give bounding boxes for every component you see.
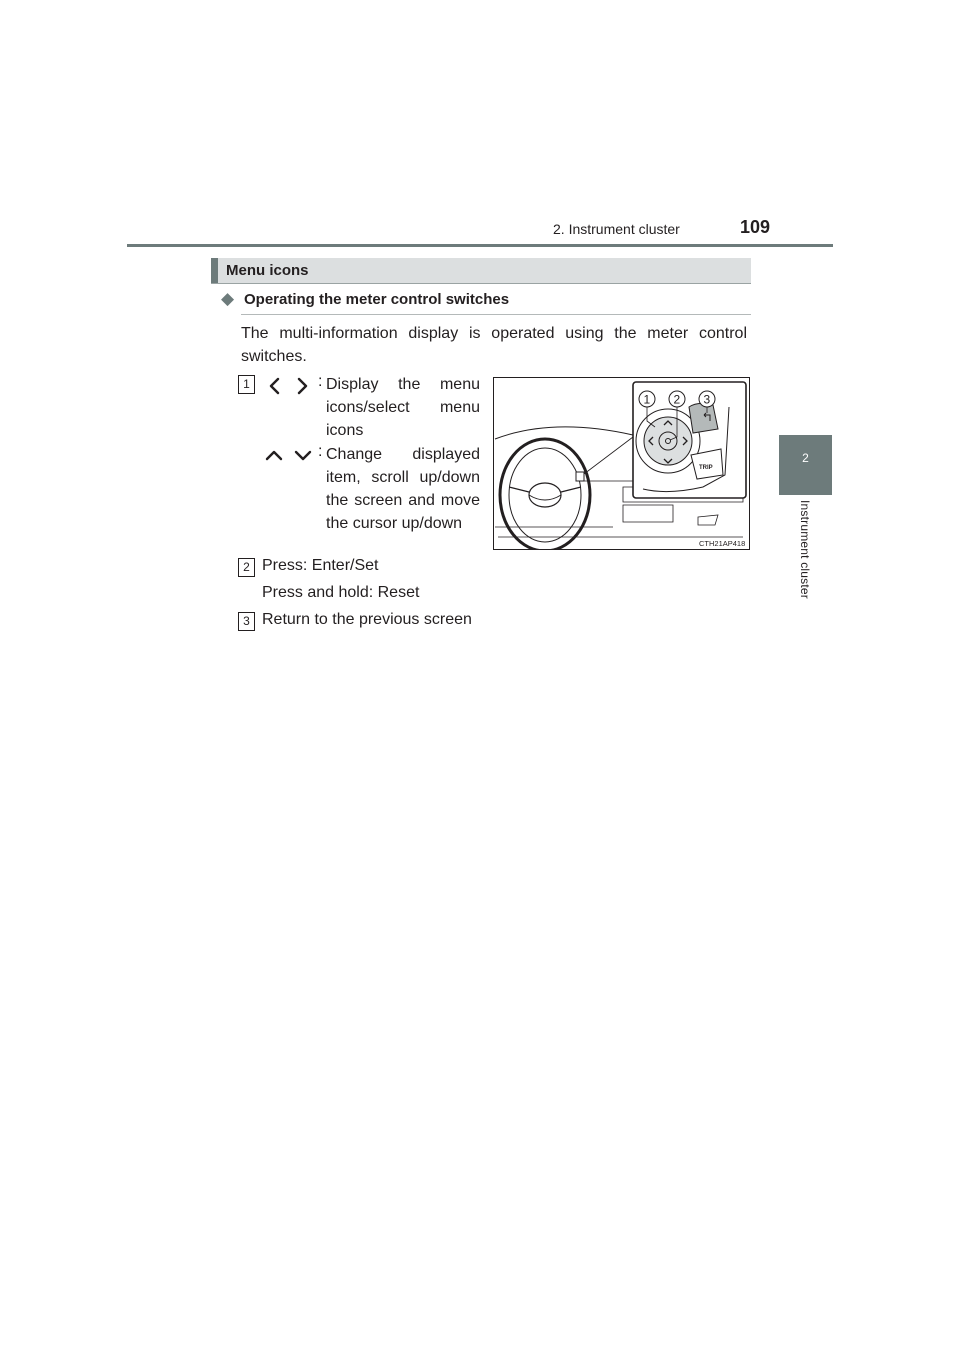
chapter-tab [779, 435, 832, 495]
subsection-title: Operating the meter control switches [244, 291, 510, 308]
trip-button-label: TRIP [699, 465, 713, 471]
item-number-3: 3 [238, 612, 255, 631]
chapter-tab-number: 2 [802, 451, 809, 465]
item-1b-description: Change displayed item, scroll up/down the screen and move the cursor up/down [326, 446, 480, 532]
chevron-up-icon [267, 452, 281, 459]
chevron-up-down-icon [264, 447, 314, 463]
item-2-line-2: Press and hold: Reset [262, 584, 420, 601]
figure-code: CTH21AP418 [699, 539, 746, 548]
chevron-left-icon [271, 379, 278, 393]
section-bar-accent [211, 258, 218, 284]
callout-3: 3 [703, 392, 711, 407]
section-bar-rule [211, 283, 751, 284]
chapter-tab-label: Instrument cluster [798, 500, 812, 599]
item-number-2: 2 [238, 558, 255, 577]
running-header-section: 2. Instrument cluster [553, 221, 680, 237]
callout-2: 2 [673, 392, 681, 407]
diamond-bullet-icon: ◆ [221, 289, 235, 308]
header-rule [127, 244, 833, 247]
intro-paragraph: The multi-information display is operated using the meter control switches. [241, 325, 747, 365]
item-colon: : [318, 373, 323, 390]
section-title: Menu icons [226, 262, 309, 279]
subsection-rule [241, 314, 751, 315]
chevron-left-right-icon [266, 376, 310, 396]
page-number: 109 [740, 217, 771, 237]
chevron-down-icon [296, 452, 310, 459]
chevron-right-icon [299, 379, 306, 393]
item-2-line-1: Press: Enter/Set [262, 557, 379, 574]
item-1a-description: Display the menu icons/select menu icons [326, 376, 480, 439]
item-number-1: 1 [238, 375, 255, 394]
callout-1: 1 [643, 392, 651, 407]
meter-control-switch-illustration [493, 377, 750, 550]
item-colon: : [318, 443, 323, 460]
item-3-line-1: Return to the previous screen [262, 611, 472, 628]
